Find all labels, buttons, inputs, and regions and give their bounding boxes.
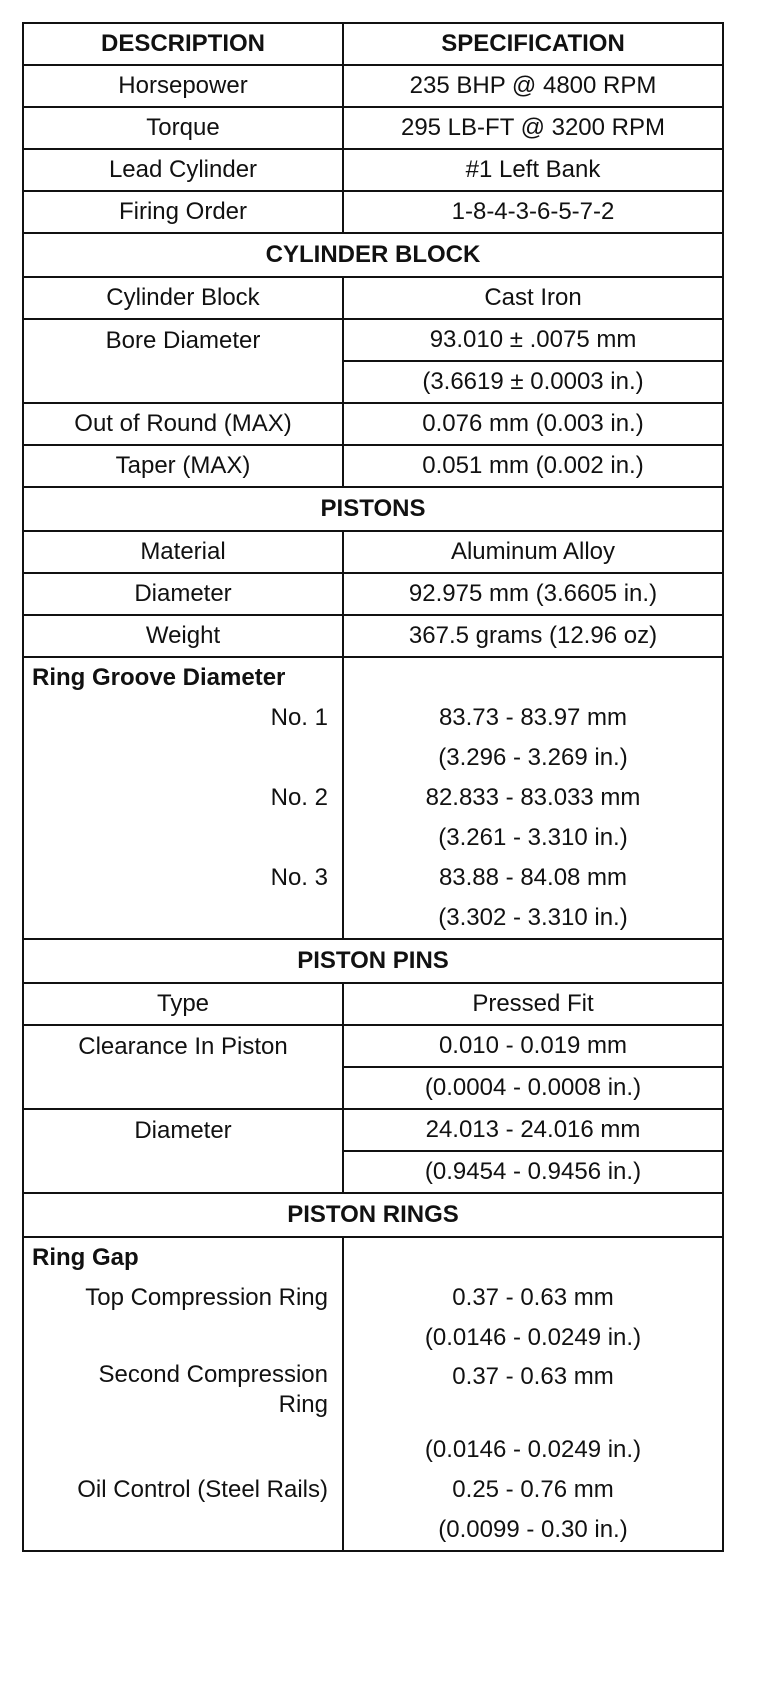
table-row-continuation [23,738,723,778]
table-row [23,778,723,818]
ring-groove-label-row [23,657,723,698]
row-description: Out of Round (MAX) [23,403,343,445]
table-row [23,319,723,361]
row-specification: 83.73 - 83.97 mm [343,698,723,738]
empty-cell [23,818,343,858]
row-description: Firing Order [23,191,343,233]
row-description: Oil Control (Steel Rails) [23,1470,343,1510]
table-row [23,149,723,191]
row-specification-secondary: (0.0099 - 0.30 in.) [343,1510,723,1551]
row-specification-secondary: (3.6619 ± 0.0003 in.) [343,361,723,403]
specification-header: SPECIFICATION [343,23,723,65]
row-description: No. 1 [23,698,343,738]
row-description: Second Compression Ring [23,1358,343,1430]
table-row-continuation [23,1318,723,1358]
row-description: No. 3 [23,858,343,898]
table-row-continuation [23,1151,723,1193]
table-row [23,698,723,738]
row-specification: 92.975 mm (3.6605 in.) [343,573,723,615]
empty-cell [23,1318,343,1358]
row-specification: 24.013 - 24.016 mm [343,1109,723,1151]
row-specification: 1-8-4-3-6-5-7-2 [343,191,723,233]
row-specification: 93.010 ± .0075 mm [343,319,723,361]
table-row [23,191,723,233]
row-specification-secondary: (3.302 - 3.310 in.) [343,898,723,939]
table-row [23,445,723,487]
row-specification-secondary: (3.296 - 3.269 in.) [343,738,723,778]
row-description: Diameter [23,573,343,615]
table-row [23,1278,723,1318]
table-row [23,1109,723,1151]
empty-cell [23,898,343,939]
row-description: Material [23,531,343,573]
row-description: Weight [23,615,343,657]
row-specification-secondary: (0.0146 - 0.0249 in.) [343,1430,723,1470]
row-specification: 367.5 grams (12.96 oz) [343,615,723,657]
row-specification: Cast Iron [343,277,723,319]
table-row [23,573,723,615]
table-row-continuation [23,361,723,403]
table-row [23,615,723,657]
table-row-continuation [23,1067,723,1109]
section-header-row [23,487,723,531]
ring-groove-label: Ring Groove Diameter [23,657,343,698]
table-row [23,107,723,149]
description-header: DESCRIPTION [23,23,343,65]
section-header-row [23,1193,723,1237]
row-specification: 0.076 mm (0.003 in.) [343,403,723,445]
row-description: Top Compression Ring [23,1278,343,1318]
row-specification: #1 Left Bank [343,149,723,191]
table-row [23,1358,723,1430]
ring-gap-label-row [23,1237,723,1278]
row-description: Clearance In Piston [23,1025,343,1067]
piston-rings-section-title: PISTON RINGS [23,1193,723,1237]
row-specification: 295 LB-FT @ 3200 RPM [343,107,723,149]
cylinder-block-section-title: CYLINDER BLOCK [23,233,723,277]
row-specification-secondary: (0.0004 - 0.0008 in.) [343,1067,723,1109]
row-specification-secondary: (0.9454 - 0.9456 in.) [343,1151,723,1193]
empty-cell [23,738,343,778]
empty-cell [23,1510,343,1551]
row-description: Type [23,983,343,1025]
row-specification: 0.010 - 0.019 mm [343,1025,723,1067]
row-description: Diameter [23,1109,343,1151]
table-row [23,1470,723,1510]
row-specification: 82.833 - 83.033 mm [343,778,723,818]
ring-gap-label: Ring Gap [23,1237,343,1278]
row-description: Cylinder Block [23,277,343,319]
table-row [23,983,723,1025]
empty-cell [23,361,343,403]
table-row [23,65,723,107]
table-row-continuation [23,898,723,939]
row-specification: Pressed Fit [343,983,723,1025]
row-specification-secondary: (0.0146 - 0.0249 in.) [343,1318,723,1358]
table-row [23,403,723,445]
row-specification: 235 BHP @ 4800 RPM [343,65,723,107]
engine-spec-table [22,22,724,1552]
row-description: Horsepower [23,65,343,107]
row-specification: 0.25 - 0.76 mm [343,1470,723,1510]
row-description: Torque [23,107,343,149]
row-specification: 0.051 mm (0.002 in.) [343,445,723,487]
table-header-row [23,23,723,65]
table-row [23,531,723,573]
row-description: No. 2 [23,778,343,818]
row-specification: Aluminum Alloy [343,531,723,573]
row-specification: 0.37 - 0.63 mm [343,1278,723,1318]
row-specification: 83.88 - 84.08 mm [343,858,723,898]
empty-cell [343,1237,723,1278]
table-row [23,1025,723,1067]
row-description: Lead Cylinder [23,149,343,191]
table-row [23,858,723,898]
section-header-row [23,939,723,983]
table-row-continuation [23,1510,723,1551]
empty-cell [343,657,723,698]
section-header-row [23,233,723,277]
row-specification-secondary: (3.261 - 3.310 in.) [343,818,723,858]
pistons-section-title: PISTONS [23,487,723,531]
table-row [23,277,723,319]
empty-cell [23,1430,343,1470]
piston-pins-section-title: PISTON PINS [23,939,723,983]
row-specification: 0.37 - 0.63 mm [343,1358,723,1430]
empty-cell [23,1151,343,1193]
row-description: Bore Diameter [23,319,343,361]
empty-cell [23,1067,343,1109]
row-description: Taper (MAX) [23,445,343,487]
table-row-continuation [23,818,723,858]
table-row-continuation [23,1430,723,1470]
